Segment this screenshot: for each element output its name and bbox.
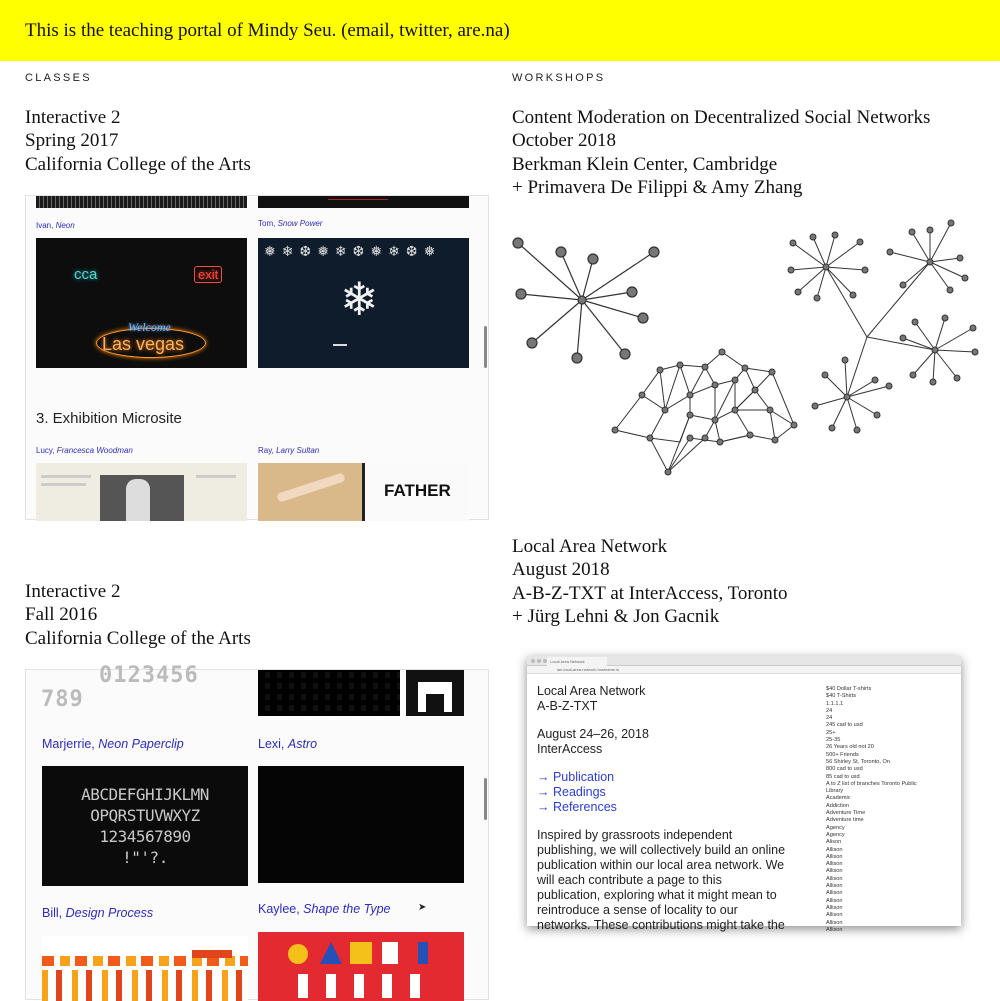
- lan-index-item[interactable]: 1.1.1.1: [826, 700, 844, 707]
- digits-line: 1234567890: [99, 827, 191, 846]
- snowflakes-decoration: ❅❄❆❅❄❆❅❄❆❅: [264, 244, 442, 260]
- centralized-network: [513, 238, 659, 363]
- lan-body-line: publication, exploring what it might mean to: [537, 888, 777, 902]
- lan-index-item[interactable]: Allison: [826, 912, 843, 919]
- woodman-project-image[interactable]: [36, 463, 247, 521]
- window-minimize-icon: [537, 659, 541, 663]
- publication-link[interactable]: → Publication: [537, 770, 615, 784]
- workshop-screenshot-browser[interactable]: [527, 656, 961, 933]
- snowflake-icon: ❄: [340, 272, 379, 326]
- browser-tab: Local Area Network: [547, 657, 607, 666]
- email-link[interactable]: email: [347, 20, 390, 41]
- neon-vegas-text: Las vegas: [102, 334, 185, 354]
- design-process-image[interactable]: [42, 936, 248, 1001]
- class-entry[interactable]: [25, 106, 251, 176]
- project-label[interactable]: Lucy, Francesca Woodman: [36, 446, 133, 455]
- workshop-entry[interactable]: [512, 106, 930, 199]
- lan-index-item[interactable]: Addiction: [826, 802, 850, 809]
- lan-subtitle: A-B-Z-TXT: [537, 699, 598, 713]
- banner-separator: ,: [447, 20, 458, 41]
- decentralized-network: [788, 220, 978, 433]
- banner-intro: This is the teaching portal of Mindy Seu. (: [25, 20, 348, 41]
- project-label[interactable]: Bill, Design Process: [42, 906, 154, 920]
- lan-index-item[interactable]: Adventure Time: [826, 810, 866, 817]
- lan-index-item[interactable]: Allison: [826, 875, 843, 882]
- lan-body-line: networks. These contributions might take the: [537, 918, 785, 932]
- project-label[interactable]: Ivan, Neon: [36, 221, 75, 230]
- project-label[interactable]: Tom, Snow Power: [258, 219, 323, 228]
- twitter-link[interactable]: twitter: [399, 20, 448, 41]
- browser-url: lan.local-area-network.hostname.io: [557, 667, 620, 672]
- workshops-heading: WORKSHOPS: [512, 72, 606, 84]
- lan-index-item[interactable]: 26 Years old not 20: [826, 744, 874, 751]
- banner-close-paren: ): [503, 20, 510, 41]
- lan-index-item[interactable]: $40 T-Shirts: [826, 693, 857, 700]
- lan-dates: August 24–26, 2018: [537, 727, 649, 741]
- paperclip-project-image[interactable]: [42, 766, 248, 886]
- class-title[interactable]: Interactive 2: [25, 107, 121, 128]
- project-label[interactable]: Kaylee, Shape the Type: [258, 902, 391, 916]
- alphabet-line: OPQRSTUVWXYZ: [90, 806, 200, 825]
- lan-index-item[interactable]: Agency: [826, 824, 845, 831]
- workshop-venue: A-B-Z-TXT at InterAccess, Toronto: [512, 582, 788, 604]
- lan-index-list: [826, 686, 956, 934]
- banner-separator: ,: [389, 20, 400, 41]
- project-label[interactable]: Ray, Larry Sultan: [258, 446, 320, 455]
- browser-titlebar: [527, 656, 961, 666]
- paperclip-alphabet: [42, 784, 248, 868]
- lan-index-item[interactable]: Allison: [826, 890, 843, 897]
- project-thumbnail: [258, 196, 469, 208]
- lan-index-item[interactable]: Allison: [826, 926, 843, 933]
- neon-exit-sign: exit: [194, 266, 222, 283]
- lan-index-item[interactable]: A to Z list of branches Toronto Public: [826, 780, 917, 787]
- project-label[interactable]: Marjerrie, Neon Paperclip: [42, 737, 184, 751]
- lan-index-item[interactable]: 245 cad to usd: [826, 722, 863, 729]
- lan-index-item[interactable]: 24: [826, 707, 833, 714]
- pixel-block: [406, 670, 464, 716]
- lan-body-line: will each contribute a page to this: [537, 873, 722, 887]
- class-screenshot-spring-2017[interactable]: [25, 195, 489, 520]
- sultan-project-image[interactable]: [258, 463, 469, 521]
- lan-body-line: publishing, we will collectively build an online: [537, 843, 786, 857]
- pixel-font-preview: [41, 664, 251, 716]
- pixel-digits-2: 789: [41, 687, 84, 712]
- lan-body-line: publication within our local area network. We: [537, 858, 785, 872]
- lan-index-item[interactable]: Library: [826, 788, 844, 795]
- class-title[interactable]: Interactive 2: [25, 581, 121, 602]
- references-link[interactable]: → References: [537, 800, 617, 814]
- pixel-grid-preview: [258, 670, 400, 716]
- snow-project-image[interactable]: [258, 238, 469, 368]
- lan-index-item[interactable]: Allison: [826, 919, 843, 926]
- class-school: California College of the Arts: [25, 153, 251, 175]
- workshop-venue: Berkman Klein Center, Cambridge: [512, 153, 778, 175]
- lan-title: Local Area Network: [537, 684, 646, 698]
- project-label[interactable]: Lexi, Astro: [258, 737, 318, 751]
- pixel-digits: 0123456: [99, 663, 199, 688]
- lan-index-item[interactable]: 24: [826, 715, 833, 722]
- class-school: California College of the Arts: [25, 627, 251, 649]
- lan-body-line: Inspired by grassroots independent: [537, 828, 733, 842]
- alphabet-line: ABCDEFGHIJKLMN: [81, 785, 209, 804]
- banner-intro-text: [25, 19, 510, 43]
- lan-index-item[interactable]: Alison: [826, 839, 842, 846]
- class-screenshot-fall-2016[interactable]: [25, 663, 489, 1000]
- classes-heading: CLASSES: [25, 72, 92, 84]
- top-banner: [0, 0, 1000, 61]
- workshop-collaborators: + Jürg Lehni & Jon Gacnik: [512, 605, 720, 627]
- lan-index-item[interactable]: Allison: [826, 897, 843, 904]
- shape-type-image[interactable]: [258, 932, 464, 1001]
- workshop-date: August 2018: [512, 559, 610, 581]
- scrollbar-thumb[interactable]: [484, 778, 487, 820]
- lan-index-item[interactable]: Adventure time: [826, 817, 864, 824]
- lan-place: InterAccess: [537, 742, 603, 756]
- workshop-title[interactable]: Content Moderation on Decentralized Social Networks: [512, 107, 931, 128]
- small-mark: [333, 341, 347, 346]
- scrollbar-thumb[interactable]: [484, 326, 487, 368]
- lan-index-item[interactable]: 25-35: [826, 737, 841, 744]
- astro-project-image[interactable]: [258, 766, 464, 883]
- cursor-icon: ➤: [418, 902, 427, 913]
- neon-cca-text: cca: [74, 266, 98, 283]
- lan-index-item[interactable]: 800 cad to usd: [826, 766, 863, 773]
- project-thumbnail: [36, 196, 247, 208]
- neon-project-image[interactable]: [36, 238, 247, 368]
- readings-link[interactable]: → Readings: [537, 785, 606, 799]
- lan-index-item[interactable]: Allison: [826, 904, 843, 911]
- window-close-icon: [531, 659, 535, 663]
- lan-index-item[interactable]: Allison: [826, 883, 843, 890]
- workshop-title[interactable]: Local Area Network: [512, 536, 668, 557]
- neon-welcome-text: Welcome: [128, 320, 171, 334]
- punct-line: !"'?.: [122, 848, 168, 867]
- lan-index-item[interactable]: 25+: [826, 729, 836, 736]
- lan-index-item[interactable]: 500+ Friends: [826, 751, 859, 758]
- class-entry[interactable]: [25, 580, 251, 650]
- section-heading: 3. Exhibition Microsite: [36, 410, 182, 427]
- network-diagram[interactable]: [505, 210, 985, 480]
- workshop-date: October 2018: [512, 130, 616, 152]
- workshop-entry[interactable]: [512, 535, 788, 628]
- class-term: Spring 2017: [25, 130, 119, 152]
- lan-index-item[interactable]: Academic: [826, 795, 851, 802]
- lan-page-main: [537, 684, 817, 933]
- lan-index-item[interactable]: Agency: [826, 831, 845, 838]
- lan-index-item[interactable]: Allison: [826, 853, 843, 860]
- lan-index-item[interactable]: 56 Shirley St, Toronto, On: [826, 758, 890, 765]
- browser-address-bar: [527, 666, 961, 674]
- arena-link[interactable]: are.na: [457, 20, 504, 41]
- lan-index-item[interactable]: Allison: [826, 868, 843, 875]
- lan-body-line: reintroduce a sense of locality to our: [537, 903, 738, 917]
- lan-index-item[interactable]: $40 Dollar T-shirts: [826, 686, 872, 692]
- lan-index-item[interactable]: 85 cad to usd: [826, 773, 860, 780]
- workshop-collaborators: + Primavera De Filippi & Amy Zhang: [512, 176, 803, 198]
- distributed-network: [612, 349, 797, 475]
- class-term: Fall 2016: [25, 604, 98, 626]
- father-text: FATHER: [384, 481, 451, 500]
- lan-index-item[interactable]: Allison: [826, 846, 843, 853]
- lan-index-item[interactable]: Allison: [826, 861, 843, 868]
